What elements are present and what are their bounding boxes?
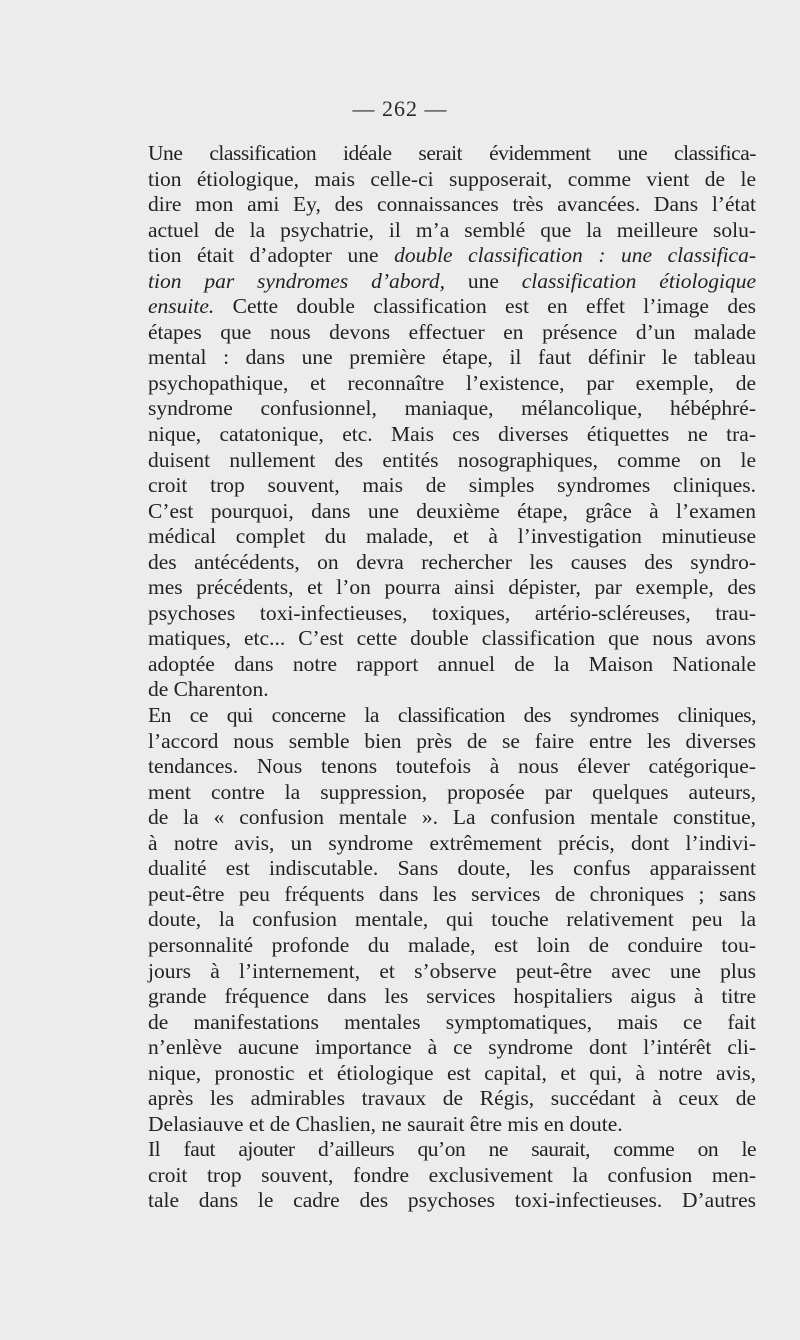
paragraph-1: [120, 141, 756, 703]
text-line: n’enlève aucune importance à ce syndrome dont l’intérêt cli-: [148, 1035, 756, 1060]
text-line: nique, pronostic et étiologique est capital, et qui, à notre avis,: [148, 1060, 756, 1085]
text-line: mes précédents, et l’on pourra ainsi dépister, par exemple, des: [148, 575, 756, 600]
text-line: dualité est indiscutable. Sans doute, les confus apparaissent: [148, 856, 756, 881]
text-line-italic-mixed: tion était d’adopter une double classification : une classifica-: [148, 243, 756, 268]
text-line: ment contre la suppression, proposée par quelques auteurs,: [148, 779, 756, 804]
text-line: étapes que nous devons effectuer en présence d’un malade: [148, 319, 756, 344]
text-line: psychoses toxi-infectieuses, toxiques, artério-scléreuses, trau-: [148, 600, 756, 625]
text-line: adoptée dans notre rapport annuel de la Maison Nationale: [148, 651, 756, 676]
paragraph-2: [120, 703, 756, 1137]
italic-run: tion par syndromes d’abord,: [148, 268, 445, 293]
text-line: de la « confusion mentale ». La confusion mentale constitue,: [148, 805, 756, 830]
text-line: psychopathique, et reconnaître l’existence, par exemple, de: [148, 370, 756, 395]
text-line: de manifestations mentales symptomatiques, mais ce fait: [148, 1009, 756, 1034]
paragraph-3: [120, 1137, 756, 1214]
text-line: des antécédents, on devra rechercher les causes des syndro-: [148, 549, 756, 574]
text-line: jours à l’internement, et s’observe peut-être avec une plus: [148, 958, 756, 983]
italic-run: classification étiologique: [521, 268, 757, 293]
text-line: doute, la confusion mentale, qui touche relativement peu la: [148, 907, 756, 932]
page-number: — 262 —: [352, 96, 448, 121]
text-line: peut-être peu fréquents dans les services de chroniques ; sans: [148, 881, 756, 906]
text-line: En ce qui concerne la classification des syndromes cliniques,: [148, 703, 756, 728]
body-text: [120, 141, 756, 1214]
text-line: dire mon ami Ey, des connaissances très avancées. Dans l’état: [148, 192, 756, 217]
text-line: duisent nullement des entités nosographiques, comme on le: [148, 447, 756, 472]
text-line: tion étiologique, mais celle-ci supposerait, comme vient de le: [148, 166, 756, 191]
text-line: nique, catatonique, etc. Mais ces diverses étiquettes ne tra-: [148, 422, 756, 447]
text-line: de Charenton.: [148, 677, 269, 702]
text-line: personnalité profonde du malade, est loin de conduire tou-: [148, 932, 756, 957]
text-line: mental : dans une première étape, il faut définir le tableau: [148, 345, 756, 370]
italic-run: ensuite.: [148, 294, 215, 319]
text-line: C’est pourquoi, dans une deuxième étape, grâce à l’examen: [148, 498, 756, 523]
text-line: Il faut ajouter d’ailleurs qu’on ne saurait, comme on le: [148, 1137, 756, 1162]
text-line: syndrome confusionnel, maniaque, mélancolique, hébéphré-: [148, 396, 756, 421]
text-line-italic-mixed: tion par syndromes d’abord, une classification étiologique: [148, 268, 757, 293]
text-line: actuel de la psychatrie, il m’a semblé que la meilleure solu-: [148, 217, 756, 242]
text-line: après les admirables travaux de Régis, succédant à ceux de: [148, 1086, 756, 1111]
text-line: grande fréquence dans les services hospitaliers aigus à titre: [148, 984, 756, 1009]
text-line: Une classification idéale serait évidemment une classifica-: [148, 141, 756, 165]
text-line: Delasiauve et de Chaslien, ne saurait être mis en doute.: [148, 1111, 623, 1136]
text-line: à notre avis, un syndrome extrêmement précis, dont l’indivi-: [148, 830, 756, 855]
text-line: l’accord nous semble bien près de se faire entre les diverses: [148, 728, 756, 753]
text-line: tale dans le cadre des psychoses toxi-infectieuses. D’autres: [148, 1188, 756, 1213]
italic-run: double classification : une classifica-: [394, 243, 756, 268]
text-line-italic-mixed: ensuite. Cette double classification est en effet l’image des: [148, 294, 756, 319]
text-line: croit trop souvent, mais de simples syndromes cliniques.: [148, 473, 756, 498]
text-line: tendances. Nous tenons toutefois à nous élever catégorique-: [148, 754, 756, 779]
text-line: croit trop souvent, fondre exclusivement la confusion men-: [148, 1162, 756, 1187]
text-line: médical complet du malade, et à l’investigation minutieuse: [148, 524, 756, 549]
text-line: matiques, etc... C’est cette double classification que nous avons: [148, 626, 756, 651]
